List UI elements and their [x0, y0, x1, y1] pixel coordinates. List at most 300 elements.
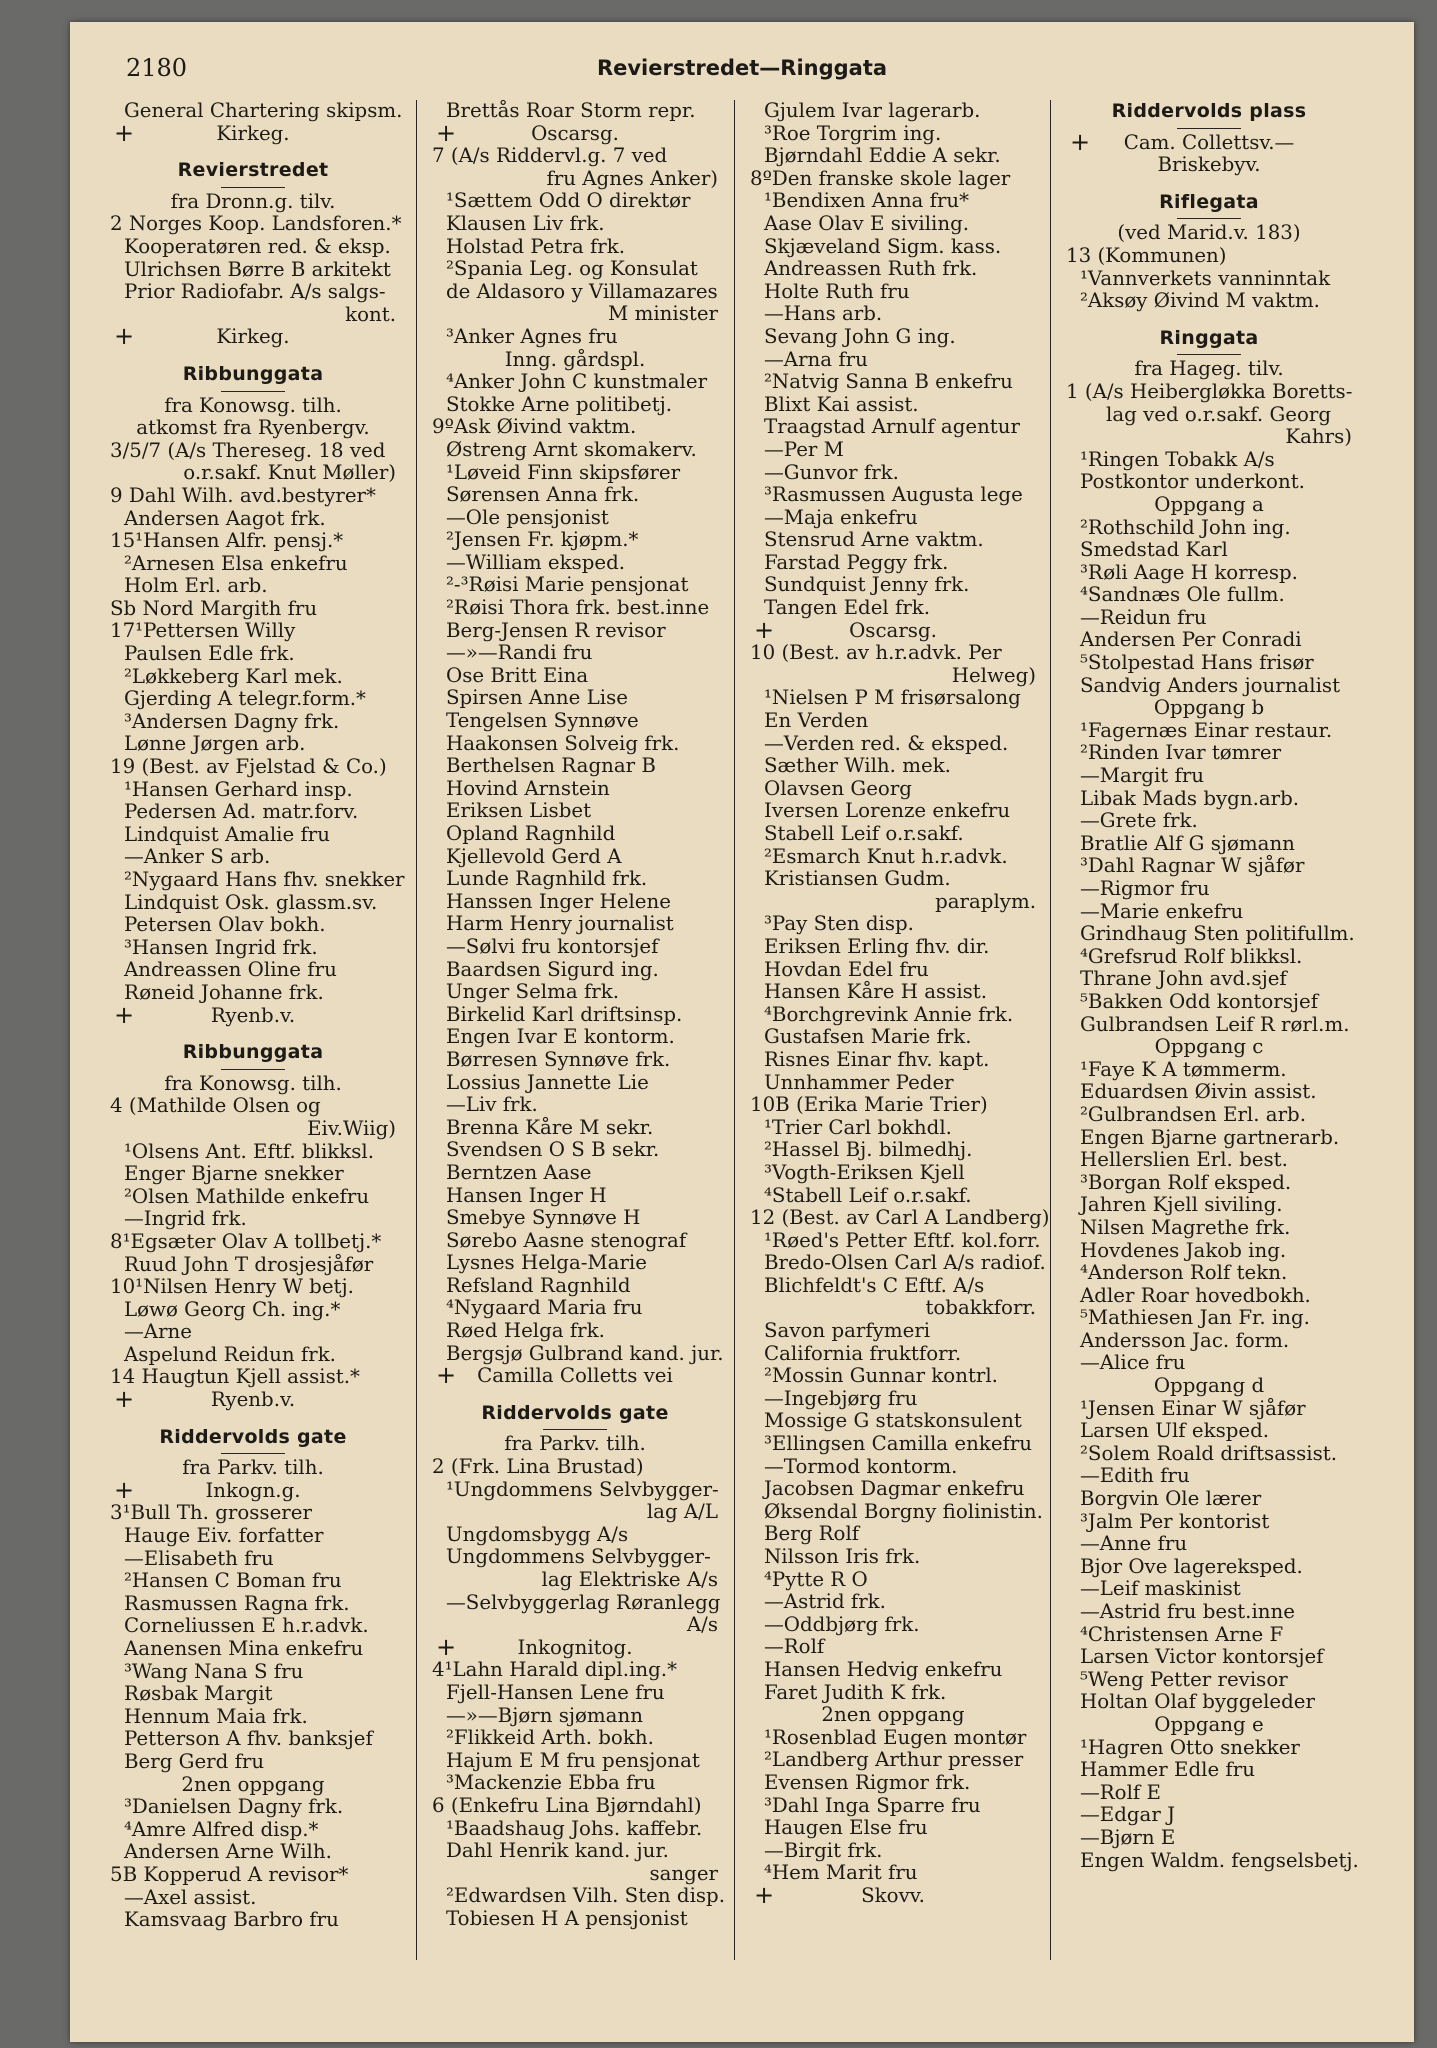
directory-entry: ¹Hagren Otto snekker: [1080, 1735, 1300, 1759]
directory-entry: Haugen Else fru: [764, 1816, 928, 1840]
directory-entry: Holtan Olaf byggeleder: [1080, 1690, 1315, 1714]
directory-entry: Bjor Ove lagereksped.: [1080, 1554, 1303, 1578]
directory-entry: Larsen Ulf eksped.: [1080, 1419, 1270, 1443]
directory-entry: Sandvig Anders journalist: [1080, 673, 1341, 697]
directory-entry: ³Andersen Dagny frk.: [124, 709, 340, 733]
directory-entry: Øksendal Borgny fiolinistin.: [764, 1499, 1043, 1523]
cross-street-line: [750, 1880, 1036, 1909]
directory-entry: Thrane John avd.sjef: [1080, 967, 1287, 991]
directory-entry: ²Aksøy Øivind M vaktm.: [1080, 289, 1320, 313]
cross-street-label: Kirkeg.: [216, 325, 290, 349]
section-note: Oppgang e: [1154, 1712, 1264, 1736]
directory-entry: Hajum E M fru pensjonat: [446, 1748, 700, 1772]
cross-street-line: [110, 1475, 396, 1504]
directory-entry: ⁴Hem Marit fru: [764, 1861, 918, 1885]
directory-entry: ¹Baadshaug Johs. kaffebr.: [446, 1816, 703, 1840]
section-note: Inng. gårdspl.: [504, 347, 646, 371]
heading-rule: [1177, 128, 1241, 129]
cross-street-label: Kirkeg.: [216, 121, 290, 145]
directory-entry: ¹Faye K A tømmerm.: [1080, 1057, 1287, 1081]
heading-rule: [1177, 218, 1241, 219]
directory-entry: —Sølvi fru kontorsjef: [446, 934, 659, 958]
column-divider: [1050, 100, 1051, 1960]
directory-entry: ²Hassel Bj. bilmedhj.: [764, 1138, 973, 1162]
directory-entry: 3/5/7 (A/s Thereseg. 18 ved: [110, 438, 386, 462]
directory-entry: Gustafsen Marie frk.: [764, 1025, 972, 1049]
directory-entry: —Rigmor fru: [1080, 877, 1210, 900]
cross-mark-icon: +: [1069, 127, 1091, 156]
directory-column-3: [750, 99, 1050, 1909]
cross-street-line: [110, 1385, 396, 1414]
directory-entry: 8¹Egsæter Olav A tollbetj.*: [110, 1229, 382, 1253]
directory-entry: Prior Radiofabr. A/s salgs-: [124, 280, 386, 304]
directory-entry: ⁴Sandnæs Ole fullm.: [1080, 583, 1285, 607]
section-note: Briskebyv.: [1157, 153, 1261, 177]
directory-entry: ³Dahl Ragnar W sjåfør: [1080, 854, 1305, 878]
directory-entry: Hanssen Inger Helene: [446, 889, 671, 913]
directory-entry: ¹Hansen Gerhard insp.: [124, 777, 353, 801]
directory-entry: Borgvin Ole lærer: [1080, 1487, 1262, 1511]
directory-entry: Holstad Petra frk.: [446, 234, 625, 258]
directory-entry: Østreng Arnt skomakerv.: [446, 437, 697, 461]
directory-entry: —Liv frk.: [446, 1093, 538, 1117]
column-divider: [734, 100, 735, 1960]
cross-street-line: [750, 615, 1036, 644]
directory-entry: ²‑³Røisi Marie pensjonat: [446, 573, 689, 597]
cross-street-label: Ryenb.v.: [210, 1003, 296, 1027]
directory-entry: ²Jensen Fr. kjøpm.*: [446, 528, 639, 552]
directory-entry: ⁴Anker John C kunstmaler: [446, 370, 708, 394]
directory-entry: —William eksped.: [446, 550, 626, 574]
directory-entry: —Anne fru: [1080, 1532, 1188, 1556]
page-number: 2180: [126, 54, 188, 82]
directory-entry: Hammer Edle fru: [1080, 1758, 1255, 1782]
directory-entry: ³Danielsen Dagny frk.: [124, 1795, 344, 1819]
directory-entry: —Selvbyggerlag Røranlegg: [446, 1590, 721, 1614]
cross-mark-icon: +: [113, 1385, 135, 1414]
section-note: fra Parkv. tilh.: [504, 1432, 646, 1456]
directory-column-2: [432, 99, 725, 1931]
directory-entry: Aanensen Mina enkefru: [124, 1637, 364, 1660]
directory-entry: Eduardsen Øivin assist.: [1080, 1080, 1317, 1104]
directory-entry: Hansen Kåre H assist.: [764, 980, 988, 1004]
directory-entry: —Birgit frk.: [764, 1838, 883, 1862]
directory-entry: Stokke Arne politibetj.: [446, 392, 673, 416]
directory-entry: 7 (A/s Riddervl.g. 7 ved: [432, 144, 668, 168]
directory-entry: ²Solem Roald driftsassist.: [1080, 1441, 1338, 1465]
directory-entry: Helweg): [951, 663, 1036, 687]
directory-entry: Lindquist Osk. glassm.sv.: [124, 890, 378, 914]
directory-entry: Ulrichsen Børre B arkitekt: [124, 257, 391, 281]
heading-rule: [1177, 354, 1241, 355]
street-heading: Riflegata: [1159, 190, 1259, 213]
directory-entry: 4 (Mathilde Olsen og: [110, 1094, 321, 1118]
directory-entry: Andreassen Oline fru: [124, 958, 337, 982]
directory-entry: —Bjørn E: [1080, 1825, 1176, 1849]
directory-entry: —Axel assist.: [124, 1885, 257, 1909]
section-note: fra Hageg. tilv.: [1134, 357, 1284, 381]
directory-entry: —Reidun fru: [1080, 605, 1207, 629]
directory-entry: —Ole pensjonist: [446, 505, 609, 529]
directory-entry: —Edith fru: [1080, 1464, 1190, 1488]
directory-entry: Sørensen Anna frk.: [446, 483, 640, 507]
directory-entry: —Leif maskinist: [1080, 1577, 1241, 1601]
directory-entry: ⁵Weng Petter revisor: [1080, 1667, 1288, 1691]
section-note: Oppgang c: [1154, 1035, 1264, 1059]
directory-entry: Kahrs): [1285, 425, 1352, 449]
directory-entry: Engen Bjarne gartnerarb.: [1080, 1125, 1340, 1149]
page-header: [70, 52, 1414, 92]
directory-entry: Hauge Eiv. forfatter: [124, 1524, 324, 1548]
directory-entry: Evensen Rigmor frk.: [764, 1770, 971, 1794]
directory-entry: Blichfeldt's C Eftf. A/s: [764, 1273, 985, 1297]
cross-mark-icon: +: [113, 118, 135, 147]
directory-entry: Enger Bjarne snekker: [124, 1162, 344, 1186]
directory-entry: fru Agnes Anker): [546, 166, 718, 190]
directory-entry: —Maja enkefru: [764, 505, 918, 529]
directory-entry: Andersson Jac. form.: [1080, 1328, 1290, 1352]
cross-mark-icon: +: [113, 1000, 135, 1029]
directory-entry: —Grete frk.: [1080, 809, 1198, 833]
directory-entry: Hansen Inger H: [446, 1183, 607, 1207]
directory-entry: ⁴Pytte R O: [764, 1567, 868, 1591]
directory-entry: Eriksen Lisbet: [446, 799, 592, 823]
directory-entry: Kamsvaag Barbro fru: [124, 1908, 339, 1932]
heading-rule: [221, 391, 285, 392]
directory-entry: Traagstad Arnulf agentur: [764, 415, 1020, 439]
heading-rule: [543, 1429, 607, 1430]
directory-entry: Andersen Arne Wilh.: [124, 1840, 332, 1864]
directory-entry: sanger: [649, 1861, 718, 1885]
directory-entry: ²Spania Leg. og Konsulat: [446, 257, 698, 281]
section-note: fra Konowsg. tilh.: [164, 1071, 342, 1095]
heading-rule: [221, 1069, 285, 1070]
street-heading: Riddervolds gate: [481, 1401, 669, 1424]
heading-rule: [221, 1453, 285, 1454]
directory-entry: Jacobsen Dagmar enkefru: [764, 1477, 1025, 1501]
cross-street-line: [432, 1632, 718, 1661]
directory-entry: —Edgar J: [1080, 1803, 1176, 1827]
directory-entry: Lysnes Helga-Marie: [446, 1251, 647, 1275]
directory-entry: ⁴Stabell Leif o.r.sakf.: [764, 1183, 972, 1207]
directory-entry: Iversen Lorenze enkefru: [764, 799, 1011, 823]
directory-entry: Pedersen Ad. matr.forv.: [124, 800, 359, 824]
directory-entry: Aspelund Reidun frk.: [124, 1342, 336, 1366]
directory-entry: Larsen Victor kontorsjef: [1080, 1645, 1324, 1669]
directory-entry: —Elisabeth fru: [124, 1546, 274, 1570]
directory-entry: —»—Randi fru: [446, 641, 593, 665]
street-heading: Ribbunggata: [182, 362, 324, 385]
directory-entry: Skjæveland Sigm. kass.: [764, 234, 1002, 258]
directory-entry: ²Landberg Arthur presser: [764, 1748, 1024, 1772]
cross-street-label: Oscarsg.: [849, 618, 937, 642]
street-heading: Riddervolds gate: [159, 1425, 347, 1448]
directory-entry: ³Dahl Inga Sparre fru: [764, 1793, 981, 1817]
section-note: fra Parkv. tilh.: [182, 1456, 324, 1480]
directory-entry: ³Røli Aage H korresp.: [1080, 560, 1298, 584]
directory-entry: —Astrid frk.: [764, 1590, 886, 1614]
directory-entry: —Arne: [124, 1320, 192, 1344]
directory-entry: Sundquist Jenny frk.: [764, 573, 970, 597]
directory-entry: Petterson A fhv. banksjef: [124, 1727, 373, 1751]
directory-entry: Sb Nord Margith fru: [110, 596, 318, 620]
directory-entry: o.r.sakf. Knut Møller): [183, 461, 396, 485]
directory-entry: ¹Sættem Odd O direktør: [446, 189, 691, 213]
directory-entry: 17¹Pettersen Willy: [110, 619, 296, 643]
directory-entry: Brenna Kåre M sekr.: [446, 1115, 654, 1139]
directory-entry: Bergsjø Gulbrand kand. jur.: [446, 1341, 724, 1365]
directory-entry: ⁵Mathiesen Jan Fr. ing.: [1080, 1306, 1310, 1330]
directory-entry: Olavsen Georg: [764, 776, 912, 800]
directory-entry: Dahl Henrik kand. jur.: [446, 1839, 669, 1863]
section-note: Oppgang a: [1154, 492, 1264, 516]
directory-entry: Hellerslien Erl. best.: [1080, 1148, 1288, 1172]
directory-entry: ¹Fagernæs Einar restaur.: [1080, 718, 1333, 742]
cross-mark-icon: +: [435, 1632, 457, 1661]
directory-entry: Opland Ragnhild: [446, 822, 616, 845]
directory-entry: Ungdomsbygg A/s: [446, 1522, 629, 1546]
directory-entry: Birkelid Karl driftsinsp.: [446, 1002, 683, 1026]
directory-entry: Bratlie Alf G sjømann: [1080, 831, 1295, 855]
street-heading: Riddervolds plass: [1111, 100, 1307, 122]
directory-entry: —Gunvor frk.: [764, 460, 899, 484]
directory-entry: Berg Rolf: [764, 1522, 860, 1546]
directory-entry: Adler Roar hovedbokh.: [1080, 1283, 1311, 1307]
directory-entry: Røed Helga frk.: [446, 1319, 605, 1343]
directory-entry: ¹Røed's Petter Eftf. kol.forr.: [764, 1228, 1041, 1252]
cross-street-label: Inkognitog.: [517, 1635, 633, 1659]
section-note: atkomst fra Ryenbergv.: [136, 416, 370, 440]
directory-entry: Risnes Einar fhv. kapt.: [764, 1047, 990, 1071]
directory-entry: —Ingrid frk.: [124, 1207, 247, 1231]
street-heading: Revierstredet: [177, 159, 329, 182]
directory-entry: Berntzen Aase: [446, 1160, 592, 1184]
section-note: fra Konowsg. tilh.: [164, 393, 342, 417]
directory-entry: Savon parfymeri: [764, 1319, 931, 1343]
directory-entry: Holte Ruth fru: [764, 279, 910, 303]
directory-entry: 9ºAsk Øivind vaktm.: [432, 415, 637, 439]
directory-entry: ³Ellingsen Camilla enkefru: [764, 1432, 1033, 1456]
cross-street-label: Cam. Collettsv.—: [1123, 130, 1295, 154]
street-heading: Ringgata: [1159, 326, 1259, 349]
directory-entry: Ose Britt Eina: [446, 663, 589, 687]
directory-entry: ¹Løveid Finn skipsfører: [446, 460, 681, 484]
directory-entry: Andreassen Ruth frk.: [764, 257, 978, 281]
directory-entry: Aase Olav E siviling.: [764, 211, 970, 235]
directory-entry: ²Arnesen Elsa enkefru: [124, 551, 348, 575]
cross-mark-icon: +: [753, 615, 775, 644]
directory-entry: Ruud John T drosjesjåfør: [124, 1252, 374, 1276]
directory-entry: 1 (A/s Heibergløkka Boretts-: [1066, 379, 1353, 403]
directory-entry: Nilsson Iris frk.: [764, 1545, 921, 1568]
directory-entry: ²Esmarch Knut h.r.advk.: [764, 844, 1008, 868]
directory-entry: Blixt Kai assist.: [764, 392, 919, 416]
directory-entry: California fruktforr.: [764, 1341, 962, 1365]
cross-street-line: [110, 118, 396, 147]
directory-entry: Eiv.Wiig): [307, 1116, 396, 1140]
directory-entry: ³Wang Nana S fru: [124, 1659, 304, 1683]
directory-entry: ²Hansen C Boman fru: [124, 1569, 342, 1593]
directory-entry: Bredo-Olsen Carl A/s radiof.: [764, 1251, 1046, 1275]
directory-entry: ⁵Stolpestad Hans frisør: [1080, 651, 1314, 675]
directory-entry: Hovind Arnstein: [446, 776, 610, 800]
directory-entry: Kooperatøren red. & eksp.: [124, 234, 391, 258]
directory-entry: ²Natvig Sanna B enkefru: [764, 370, 1013, 394]
directory-entry: lag A/L: [646, 1500, 718, 1524]
directory-entry: 5B Kopperud A revisor*: [110, 1862, 349, 1886]
directory-entry: Bjørndahl Eddie A sekr.: [764, 144, 1001, 168]
directory-column-4: [1066, 100, 1359, 1872]
directory-entry: Tobiesen H A pensjonist: [446, 1906, 688, 1930]
cross-street-line: [432, 1361, 718, 1390]
directory-entry: —Astrid fru best.inne: [1080, 1600, 1295, 1623]
directory-entry: —»—Bjørn sjømann: [446, 1703, 643, 1727]
directory-entry: 9 Dahl Wilh. avd.bestyrer*: [110, 483, 376, 507]
cross-street-label: Ryenb.v.: [210, 1388, 296, 1412]
cross-mark-icon: +: [435, 1361, 457, 1390]
directory-entry: —Rolf E: [1080, 1780, 1161, 1804]
directory-entry: Holm Erl. arb.: [124, 574, 268, 598]
directory-entry: ²Rothschild John ing.: [1080, 515, 1291, 539]
directory-entry: —Margit fru: [1080, 764, 1205, 788]
directory-entry: Gulbrandsen Leif R rørl.m.: [1080, 1012, 1350, 1036]
directory-entry: ³Vogth-Eriksen Kjell: [764, 1160, 965, 1184]
directory-entry: 19 (Best. av Fjelstad & Co.): [110, 755, 387, 779]
directory-entry: Berthelsen Ragnar B: [446, 754, 656, 778]
directory-entry: Hansen Hedvig enkefru: [764, 1657, 1003, 1681]
directory-entry: 4¹Lahn Harald dipl.ing.*: [432, 1658, 677, 1682]
directory-entry: ²Røisi Thora frk. best.inne: [446, 596, 710, 620]
directory-entry: 6 (Enkefru Lina Bjørndahl): [432, 1793, 702, 1817]
directory-entry: 12 (Best. av Carl A Landberg): [750, 1206, 1050, 1230]
cross-mark-icon: +: [753, 1880, 775, 1909]
directory-entry: ²Olsen Mathilde enkefru: [124, 1184, 370, 1208]
directory-entry: Stensrud Arne vaktm.: [764, 528, 984, 552]
directory-entry: Harm Henry journalist: [446, 912, 674, 936]
directory-entry: A/s: [686, 1613, 718, 1637]
directory-entry: ⁴Anderson Rolf tekn.: [1080, 1261, 1288, 1285]
directory-entry: Børresen Synnøve frk.: [446, 1047, 671, 1071]
directory-entry: Løwø Georg Ch. ing.*: [124, 1297, 341, 1321]
directory-entry: General Chartering skipsm.: [124, 99, 403, 122]
directory-entry: Eriksen Erling fhv. dir.: [764, 934, 990, 958]
directory-entry: ⁴Nygaard Maria fru: [446, 1296, 643, 1320]
directory-entry: Engen Waldm. fengselsbetj.: [1080, 1848, 1359, 1872]
directory-entry: Engen Ivar E kontorm.: [446, 1025, 675, 1049]
directory-entry: ¹Bendixen Anna fru*: [764, 189, 970, 213]
directory-entry: Kjellevold Gerd A: [446, 844, 622, 868]
directory-entry: —Ingebjørg fru: [764, 1386, 918, 1410]
directory-entry: kont.: [345, 302, 396, 326]
directory-entry: ¹Vannverkets vanninntak: [1080, 266, 1331, 290]
directory-entry: 8ºDen franske skole lager: [750, 166, 1011, 190]
directory-entry: ⁴Christensen Arne F: [1080, 1622, 1284, 1646]
directory-entry: ¹Rosenblad Eugen montør: [764, 1725, 1027, 1749]
directory-entry: ⁵Bakken Odd kontorsjef: [1080, 989, 1319, 1013]
directory-entry: Corneliussen E h.r.advk.: [124, 1614, 369, 1638]
directory-entry: Petersen Olav bokh.: [124, 913, 326, 937]
directory-entry: Smedstad Karl: [1080, 538, 1228, 562]
directory-entry: Tangen Edel frk.: [764, 596, 931, 620]
directory-entry: Unger Selma frk.: [446, 980, 619, 1004]
directory-entry: ⁴Amre Alfred disp.*: [124, 1817, 319, 1841]
directory-entry: —Rolf: [764, 1635, 825, 1659]
directory-entry: Nilsen Magrethe frk.: [1080, 1215, 1291, 1239]
section-note: (ved Marid.v. 183): [1117, 221, 1301, 245]
directory-entry: Røsbak Margit: [124, 1682, 273, 1706]
cross-street-label: Oscarsg.: [531, 121, 619, 145]
directory-entry: 10 (Best. av h.r.advk. Per: [750, 641, 1002, 665]
directory-entry: paraplym.: [935, 889, 1036, 913]
directory-entry: 13 (Kommunen): [1066, 243, 1227, 267]
cross-street-line: [110, 322, 396, 351]
directory-entry: Brettås Roar Storm repr.: [446, 99, 696, 122]
directory-entry: ²Mossin Gunnar kontrl.: [764, 1364, 998, 1388]
cross-street-line: [432, 118, 718, 147]
directory-entry: Lindquist Amalie fru: [124, 822, 330, 846]
directory-entry: —Arna fru: [764, 347, 868, 371]
directory-entry: Andersen Aagot frk.: [124, 506, 326, 530]
directory-entry: 14 Haugtun Kjell assist.*: [110, 1365, 360, 1389]
directory-entry: Svendsen O S B sekr.: [446, 1138, 660, 1162]
cross-mark-icon: +: [113, 322, 135, 351]
directory-entry: ²Gulbrandsen Erl. arb.: [1080, 1102, 1306, 1126]
directory-entry: ³Pay Sten disp.: [764, 912, 914, 936]
directory-entry: Rasmussen Ragna frk.: [124, 1591, 350, 1615]
directory-entry: —Alice fru: [1080, 1351, 1186, 1375]
directory-entry: En Verden: [764, 709, 869, 733]
directory-entry: 10¹Nilsen Henry W betj.: [110, 1275, 354, 1299]
directory-entry: Paulsen Edle frk.: [124, 642, 295, 666]
directory-entry: 2 Norges Koop. Landsforen.*: [110, 212, 402, 236]
directory-entry: Hennum Maia frk.: [124, 1704, 308, 1728]
directory-column-1: [110, 99, 405, 1932]
directory-entry: ³Roe Torgrim ing.: [764, 121, 942, 145]
directory-entry: Lossius Jannette Lie: [446, 1070, 649, 1094]
directory-entry: Sevang John G ing.: [764, 324, 956, 348]
directory-entry: Smebye Synnøve H: [446, 1206, 641, 1230]
directory-entry: ¹Nielsen P M frisørsalong: [764, 686, 1021, 710]
directory-entry: Sæther Wilh. mek.: [764, 754, 951, 778]
directory-entry: —Per M: [764, 437, 844, 461]
directory-entry: 15¹Hansen Alfr. pensj.*: [110, 529, 344, 553]
directory-entry: M minister: [608, 302, 718, 326]
directory-entry: ²Edwardsen Vilh. Sten disp.: [446, 1884, 725, 1908]
directory-entry: Refsland Ragnhild: [446, 1273, 631, 1297]
directory-entry: Kristiansen Gudm.: [764, 867, 951, 891]
directory-entry: Libak Mads bygn.arb.: [1080, 786, 1300, 810]
section-note: 2nen oppgang: [181, 1772, 325, 1796]
page-title: Revierstredet—Ringgata: [596, 56, 888, 80]
directory-entry: Gjerding A telegr.form.*: [124, 687, 366, 711]
directory-entry: tobakkforr.: [925, 1296, 1036, 1320]
cross-mark-icon: +: [113, 1475, 135, 1504]
directory-entry: Farstad Peggy frk.: [764, 550, 949, 574]
cross-mark-icon: +: [435, 118, 457, 147]
directory-entry: ²Nygaard Hans fhv. snekker: [124, 868, 405, 891]
directory-entry: Gjulem Ivar lagerarb.: [764, 99, 981, 122]
directory-entry: Faret Judith K frk.: [764, 1680, 947, 1704]
cross-street-line: [110, 1000, 396, 1029]
directory-entry: Mossige G statskonsulent: [764, 1409, 1022, 1433]
cross-street-label: Inkogn.g.: [205, 1478, 301, 1502]
directory-entry: ³Anker Agnes fru: [446, 324, 618, 348]
directory-entry: lag Elektriske A/s: [541, 1568, 718, 1591]
directory-entry: —Oddbjørg frk.: [764, 1612, 920, 1636]
directory-entry: Stabell Leif o.r.sakf.: [764, 822, 964, 845]
directory-entry: lag ved o.r.sakf. Georg: [1106, 402, 1331, 426]
directory-entry: Berg-Jensen R revisor: [446, 618, 666, 642]
